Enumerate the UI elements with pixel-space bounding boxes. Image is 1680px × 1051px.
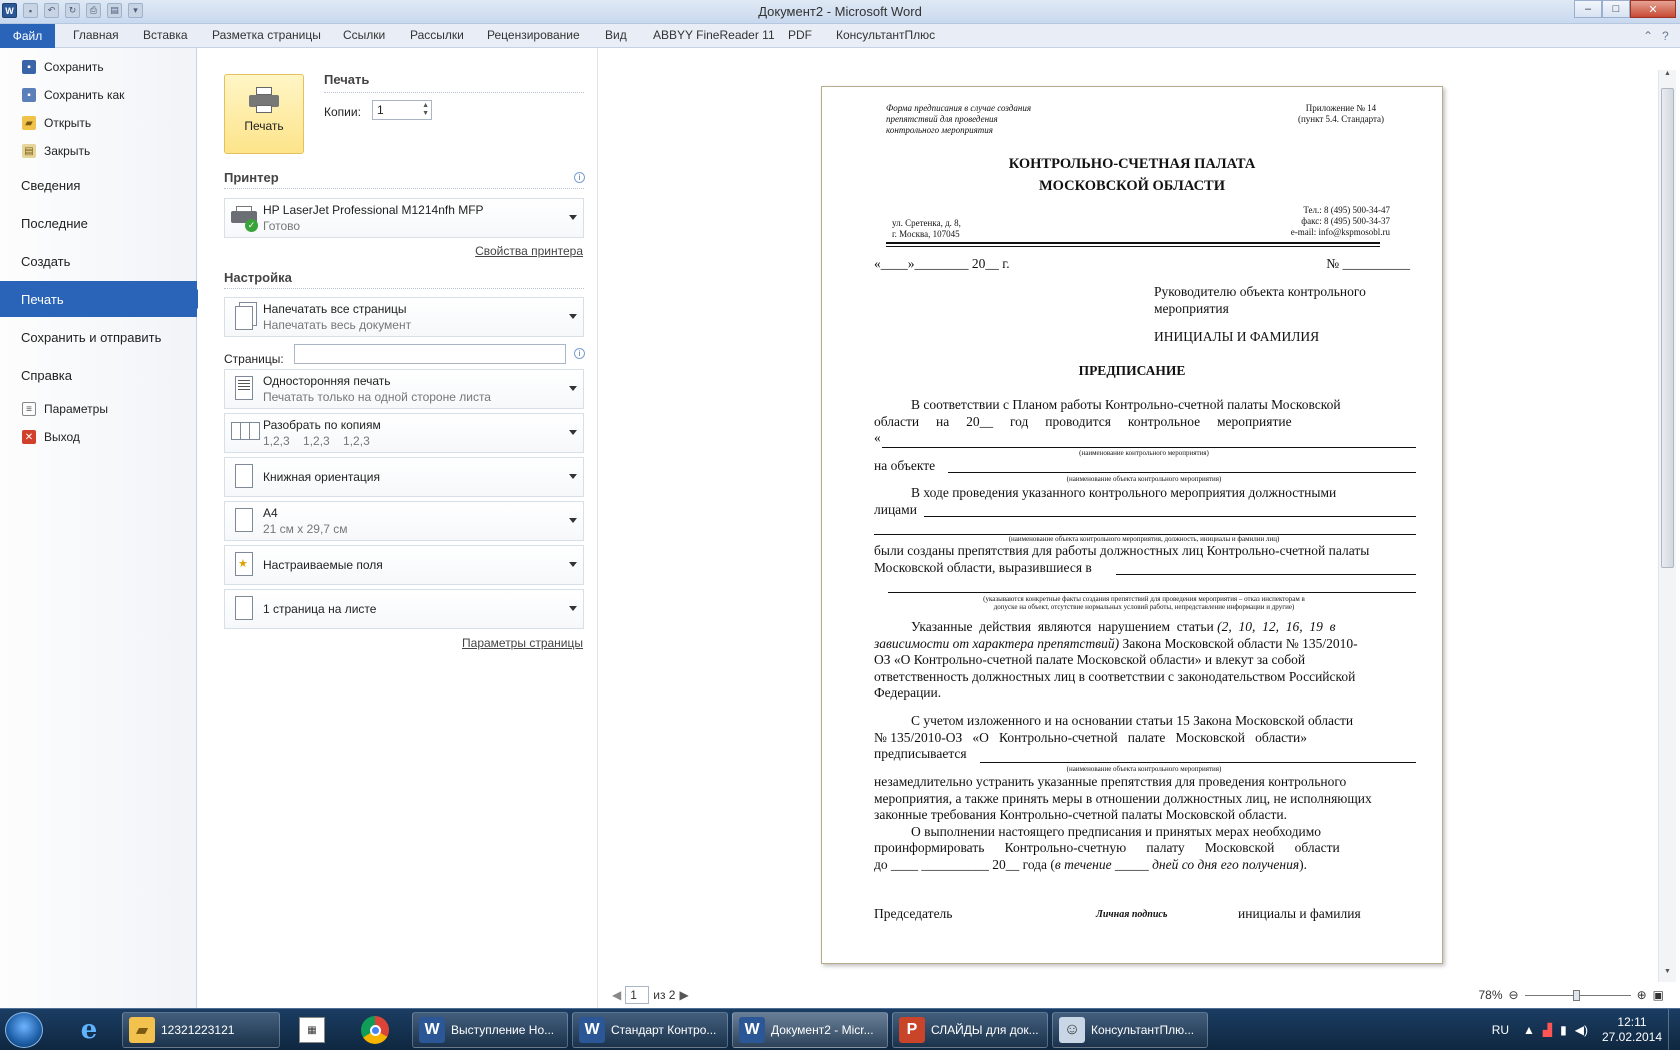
quick-print-icon[interactable]: ▤ bbox=[107, 3, 122, 18]
save-as-icon: ▪ bbox=[22, 88, 36, 102]
text-span: до ____ __________ 20__ года ( bbox=[874, 856, 1055, 872]
bs-close-label: Закрыть bbox=[44, 144, 91, 158]
sides-title: Односторонняя печать bbox=[263, 374, 391, 388]
word-icon: W bbox=[739, 1017, 765, 1043]
language-indicator[interactable]: RU bbox=[1491, 1023, 1510, 1037]
calendar-app-icon[interactable]: ▦ bbox=[283, 1013, 341, 1047]
show-desktop-button[interactable] bbox=[1668, 1009, 1680, 1051]
header-rule bbox=[886, 242, 1380, 244]
taskbar-item-label: 12321223121 bbox=[161, 1023, 235, 1037]
close-doc-icon: ▤ bbox=[22, 144, 36, 158]
custom-margins-icon: ★ bbox=[231, 550, 257, 580]
taskbar-item-consultant[interactable] bbox=[1052, 1012, 1208, 1048]
bs-help[interactable]: Справка bbox=[21, 367, 72, 383]
print-range-select[interactable] bbox=[224, 297, 584, 337]
taskbar-item-folder[interactable] bbox=[122, 1012, 280, 1048]
settings-heading: Настройка bbox=[224, 270, 292, 285]
collate-title: Разобрать по копиям bbox=[263, 418, 381, 432]
ribbon-tabs bbox=[0, 24, 1680, 48]
chevron-down-icon bbox=[569, 562, 577, 567]
window-title: Документ2 - Microsoft Word bbox=[758, 4, 922, 19]
text-span: в течение bbox=[1054, 856, 1112, 872]
text-line: ОЗ «О Контрольно-счетной палате Московской области» и влекут за собой bbox=[874, 652, 1306, 667]
bs-close[interactable] bbox=[0, 140, 197, 162]
printer-select[interactable] bbox=[224, 198, 584, 238]
scroll-up-icon[interactable]: ▲ bbox=[1664, 70, 1671, 77]
close-button[interactable]: ✕ bbox=[1630, 0, 1676, 18]
caption bbox=[874, 595, 1414, 611]
page-navigator bbox=[612, 986, 689, 1004]
per-sheet-title: 1 страница на листе bbox=[263, 602, 377, 616]
zoom-in-icon[interactable]: ⊕ bbox=[1636, 988, 1647, 1002]
zoom-slider[interactable] bbox=[1525, 995, 1631, 996]
text-line: № 135/2010-ОЗ «О Контрольно-счетной палате Московской области» bbox=[874, 729, 1308, 745]
caption-line: (указываются конкретные факты создания препятствий для проведения мероприятия – отказ инспекторам в bbox=[983, 595, 1305, 603]
taskbar-item-label: КонсультантПлю... bbox=[1091, 1023, 1195, 1037]
orientation-title: Книжная ориентация bbox=[263, 470, 380, 484]
on-object-label: на объекте bbox=[874, 458, 936, 473]
text-line: « bbox=[874, 430, 881, 445]
printer-device-icon: ✓ bbox=[231, 203, 257, 233]
orientation-select[interactable] bbox=[224, 457, 584, 497]
maximize-button[interactable]: □ bbox=[1602, 0, 1630, 18]
text-line: ответственность должностных лиц в соответствии с законодательством Российской bbox=[874, 668, 1356, 684]
one-sided-icon bbox=[231, 374, 257, 404]
internet-explorer-icon[interactable]: e bbox=[80, 1015, 98, 1045]
consultant-icon: ☺ bbox=[1059, 1017, 1085, 1043]
tab-review[interactable]: Рецензирование bbox=[487, 28, 580, 42]
taskbar-item-word-1[interactable] bbox=[412, 1012, 568, 1048]
signature-name: инициалы и фамилия bbox=[1238, 906, 1361, 921]
redo-icon[interactable]: ↻ bbox=[65, 3, 80, 18]
paragraph-5 bbox=[874, 774, 1414, 873]
paper-size-icon bbox=[231, 506, 257, 536]
contact-line: e-mail: info@kspmosobl.ru bbox=[1290, 227, 1390, 237]
copies-stepper[interactable] bbox=[372, 100, 432, 120]
bs-options-label: Параметры bbox=[44, 402, 108, 416]
powerpoint-icon: P bbox=[899, 1017, 925, 1043]
copies-label: Копии: bbox=[324, 105, 361, 119]
caption-line: допуске на объект, отсутствие нормальных условий работы, непредставление информации и другие) bbox=[993, 603, 1295, 611]
print-range-sub: Напечатать весь документ bbox=[263, 318, 412, 332]
taskbar-item-word-2[interactable] bbox=[572, 1012, 728, 1048]
fill-line bbox=[1116, 574, 1416, 575]
tab-mailings[interactable]: Рассылки bbox=[410, 28, 464, 42]
tab-file[interactable]: Файл bbox=[0, 24, 55, 48]
bs-exit-label: Выход bbox=[44, 430, 80, 444]
taskbar-item-word-active[interactable] bbox=[732, 1012, 888, 1048]
tab-abbyy[interactable]: ABBYY FineReader 11 bbox=[653, 28, 775, 42]
scroll-down-icon[interactable]: ▼ bbox=[1664, 968, 1671, 975]
help-icon[interactable]: ? bbox=[1662, 29, 1669, 43]
page-number-input[interactable]: 1 bbox=[625, 986, 649, 1004]
address-line: ул. Сретенка, д. 8, bbox=[892, 218, 961, 228]
text-line: С учетом изложенного и на основании статьи 15 Закона Московской области bbox=[911, 713, 1354, 728]
collate-select[interactable] bbox=[224, 413, 584, 453]
caption: (наименование контрольного мероприятия) bbox=[1079, 449, 1209, 457]
doc-heading: ПРЕДПИСАНИЕ bbox=[1078, 363, 1186, 378]
text-span: зависимости от характера препятствий) bbox=[874, 635, 1120, 651]
text-line: мероприятия, а также принять меры в отношении должностных лиц, не исполняющих bbox=[874, 790, 1372, 806]
pages-per-sheet-icon bbox=[231, 594, 257, 624]
page-count: из 2 bbox=[653, 988, 676, 1002]
pages-per-sheet-select[interactable] bbox=[224, 589, 584, 629]
bs-open-label: Открыть bbox=[44, 116, 92, 130]
pages-info-icon[interactable]: i bbox=[574, 348, 585, 359]
window-controls bbox=[1574, 0, 1676, 18]
text-line: незамедлительно устранить указанные препятствия для проведения контрольного bbox=[874, 774, 1347, 789]
text-line: были созданы препятствия для работы должностных лиц Контрольно-счетной палаты bbox=[874, 543, 1370, 558]
form-note-line: препятствий для проведения bbox=[886, 114, 998, 124]
undo-icon[interactable]: ↶ bbox=[44, 3, 59, 18]
signature-role: Председатель bbox=[874, 906, 953, 921]
text-line: Московской области, выразившиеся в bbox=[874, 559, 1092, 575]
minimize-button[interactable]: – bbox=[1574, 0, 1602, 18]
tray-expand-icon[interactable]: ▲ bbox=[1523, 1023, 1535, 1037]
print-settings-panel bbox=[198, 48, 598, 1008]
printer-name: HP LaserJet Professional M1214nfh MFP bbox=[263, 203, 484, 217]
bs-new[interactable]: Создать bbox=[21, 253, 71, 269]
text-line: В ходе проведения указанного контрольного мероприятия должностными bbox=[911, 485, 1337, 500]
printer-heading: Принтер bbox=[224, 170, 279, 185]
printer-properties-link[interactable]: Свойства принтера bbox=[475, 244, 583, 258]
paragraph-3 bbox=[874, 619, 1414, 702]
tab-page-layout[interactable]: Разметка страницы bbox=[212, 28, 321, 42]
title-bar bbox=[0, 0, 1680, 24]
print-button[interactable] bbox=[224, 74, 304, 154]
taskbar-item-powerpoint[interactable] bbox=[892, 1012, 1048, 1048]
pages-input[interactable] bbox=[294, 344, 566, 364]
addressee-line: мероприятия bbox=[1154, 300, 1229, 316]
zoom-level[interactable]: 78% bbox=[1478, 988, 1503, 1002]
word-icon: W bbox=[579, 1017, 605, 1043]
windows-taskbar bbox=[0, 1008, 1680, 1050]
address-line: г. Москва, 107045 bbox=[892, 229, 960, 239]
chevron-down-icon bbox=[569, 314, 577, 319]
text-line: области на 20__ год проводится контрольное мероприятие bbox=[874, 413, 1292, 429]
paragraph-2b bbox=[874, 543, 1414, 576]
zoom-control bbox=[1479, 988, 1665, 1002]
bs-exit[interactable] bbox=[0, 426, 197, 448]
chevron-down-icon bbox=[569, 518, 577, 523]
tab-references[interactable]: Ссылки bbox=[343, 28, 386, 42]
text-span: Указанные действия являются нарушением статьи bbox=[911, 619, 1218, 634]
qat-customize-icon[interactable]: ▾ bbox=[128, 3, 143, 18]
bs-open[interactable] bbox=[0, 112, 197, 134]
contact-line: Тел.: 8 (495) 500-34-47 bbox=[1303, 205, 1390, 215]
text-line: лицами bbox=[874, 501, 917, 517]
stepper-arrows-icon[interactable]: ▲ ▼ bbox=[422, 102, 429, 117]
system-tray bbox=[1492, 1009, 1680, 1051]
options-icon: ≡ bbox=[22, 402, 36, 416]
divider bbox=[224, 188, 584, 189]
paragraph-1 bbox=[874, 397, 1414, 447]
margins-title: Настраиваемые поля bbox=[263, 558, 383, 572]
addressee bbox=[1154, 284, 1366, 346]
pages-stack-icon bbox=[231, 302, 257, 332]
org-line: КОНТРОЛЬНО-СЧЕТНАЯ ПАЛАТА bbox=[1008, 156, 1256, 172]
text-span: ). bbox=[1299, 856, 1307, 872]
caption: (наименование объекта контрольного мероприятия) bbox=[1066, 475, 1222, 483]
paper-sub: 21 см x 29,7 см bbox=[263, 522, 348, 536]
org-line: МОСКОВСКОЙ ОБЛАСТИ bbox=[1038, 178, 1225, 194]
scrollbar-thumb[interactable] bbox=[1661, 88, 1674, 568]
paragraph-4 bbox=[874, 713, 1414, 763]
margins-select[interactable] bbox=[224, 545, 584, 585]
clock-time: 12:11 bbox=[1617, 1015, 1647, 1029]
text-line: проинформировать Контрольно-счетную палату Московской области bbox=[874, 840, 1340, 855]
print-heading: Печать bbox=[324, 72, 370, 87]
clock-date: 27.02.2014 bbox=[1601, 1030, 1663, 1044]
number-line: № __________ bbox=[1326, 256, 1410, 271]
copies-value: 1 bbox=[377, 103, 384, 117]
bs-print[interactable]: Печать bbox=[0, 281, 197, 317]
print-preview-icon[interactable]: ⎙ bbox=[86, 3, 101, 18]
org-contacts bbox=[1291, 205, 1390, 238]
taskbar-item-label: Документ2 - Micr... bbox=[771, 1023, 874, 1037]
printer-icon bbox=[249, 87, 279, 113]
zoom-slider-knob[interactable] bbox=[1573, 990, 1580, 1001]
network-icon[interactable]: ▟ bbox=[1542, 1023, 1553, 1037]
text-line: Федерации. bbox=[874, 685, 942, 700]
bs-recent[interactable]: Последние bbox=[21, 215, 88, 231]
zoom-out-icon[interactable]: ⊖ bbox=[1508, 988, 1519, 1002]
tab-insert[interactable]: Вставка bbox=[143, 28, 188, 42]
appendix-line: (пункт 5.4. Стандарта) bbox=[1297, 114, 1384, 124]
collate-icon bbox=[231, 418, 257, 448]
volume-icon[interactable]: ◀) bbox=[1574, 1023, 1588, 1037]
taskbar-item-label: Выступление Но... bbox=[451, 1023, 555, 1037]
preview-status-bar bbox=[598, 982, 1680, 1008]
text-span: Закона Московской области № 135/2010- bbox=[1119, 635, 1358, 651]
portrait-icon bbox=[231, 462, 257, 492]
fill-line bbox=[888, 592, 1416, 593]
next-page-icon[interactable]: ▶ bbox=[679, 988, 689, 1002]
chevron-down-icon bbox=[569, 430, 577, 435]
addressee-line: Руководителю объекта контрольного bbox=[1154, 284, 1366, 299]
bs-save-as-label: Сохранить как bbox=[44, 88, 125, 102]
backstage-nav bbox=[0, 48, 197, 1008]
text-line: О выполнении настоящего предписания и принятых мерах необходимо bbox=[911, 823, 1322, 839]
folder-icon: ▰ bbox=[129, 1017, 155, 1043]
chevron-down-icon bbox=[569, 215, 577, 220]
fill-line bbox=[980, 762, 1416, 763]
word-app-icon[interactable]: W bbox=[2, 3, 17, 18]
form-note bbox=[886, 103, 1031, 136]
tab-pdf[interactable]: PDF bbox=[788, 28, 812, 42]
document-page-preview bbox=[821, 86, 1443, 964]
form-note-line: контрольного мероприятия bbox=[886, 125, 993, 135]
battery-icon[interactable]: ▮ bbox=[1560, 1023, 1567, 1037]
zoom-to-page-icon[interactable]: ▣ bbox=[1652, 988, 1664, 1002]
pages-label: Страницы: bbox=[224, 352, 284, 366]
fill-line bbox=[882, 447, 1416, 448]
sides-sub: Печатать только на одной стороне листа bbox=[263, 390, 491, 404]
bs-save-label: Сохранить bbox=[44, 60, 104, 74]
printer-info-icon[interactable]: i bbox=[574, 172, 585, 183]
addressee-line: ИНИЦИАЛЫ И ФАМИЛИЯ bbox=[1154, 329, 1320, 344]
taskbar-item-label: Стандарт Контро... bbox=[611, 1023, 717, 1037]
print-button-label: Печать bbox=[244, 119, 284, 133]
text-line: предписывается bbox=[874, 746, 967, 761]
tab-home[interactable]: Главная bbox=[73, 28, 119, 42]
org-title bbox=[822, 153, 1442, 197]
print-range-title: Напечатать все страницы bbox=[263, 302, 407, 316]
tab-consultant[interactable]: КонсультантПлюс bbox=[836, 28, 936, 42]
signature-label: Личная подпись bbox=[1096, 909, 1168, 920]
start-button[interactable] bbox=[5, 1012, 43, 1048]
ribbon-collapse-icon[interactable]: ⌃ bbox=[1643, 29, 1654, 43]
chevron-down-icon bbox=[569, 474, 577, 479]
caption: (наименование объекта контрольного мероприятия) bbox=[1066, 765, 1222, 773]
text-span: _____ bbox=[1111, 856, 1153, 872]
chevron-down-icon bbox=[569, 606, 577, 611]
bs-save-send[interactable]: Сохранить и отправить bbox=[21, 329, 162, 345]
chevron-down-icon bbox=[569, 386, 577, 391]
bs-info[interactable]: Сведения bbox=[21, 177, 81, 193]
appendix-note bbox=[1298, 103, 1384, 125]
bs-options[interactable] bbox=[0, 398, 197, 420]
fill-line bbox=[924, 516, 1416, 517]
divider bbox=[324, 92, 584, 93]
bs-save[interactable] bbox=[0, 56, 197, 78]
form-note-line: Форма предписания в случае создания bbox=[886, 103, 1032, 113]
org-address bbox=[892, 218, 961, 240]
exit-icon: ✕ bbox=[22, 430, 36, 444]
header-rule bbox=[886, 246, 1380, 247]
text-line: законные требования Контрольно-счетной палаты Московской области. bbox=[874, 807, 1287, 822]
word-icon: W bbox=[419, 1017, 445, 1043]
text-span: дней со дня его получения bbox=[1152, 856, 1300, 872]
printer-status: Готово bbox=[263, 219, 301, 233]
taskbar-item-label: СЛАЙДЫ для док... bbox=[931, 1023, 1039, 1037]
text-line: В соответствии с Планом работы Контрольно-счетной палаты Московской bbox=[911, 397, 1341, 412]
appendix-line: Приложение № 14 bbox=[1305, 103, 1377, 113]
open-folder-icon: ▰ bbox=[22, 116, 36, 130]
text-span: (2, 10, 12, 16, 19 в bbox=[1217, 619, 1336, 634]
save-icon: ▪ bbox=[22, 60, 36, 74]
save-icon[interactable]: ▪ bbox=[23, 3, 38, 18]
divider bbox=[224, 288, 584, 289]
chrome-icon[interactable] bbox=[346, 1013, 404, 1047]
caption: (наименование объекта контрольного мероприятия, должность, инициалы и фамилии лиц) bbox=[1008, 535, 1280, 543]
date-line: «____»________ 20__ г. bbox=[874, 256, 1010, 271]
paragraph-2 bbox=[874, 485, 1414, 518]
fill-line bbox=[948, 472, 1416, 473]
preview-scrollbar[interactable] bbox=[1658, 70, 1676, 982]
paper-title: A4 bbox=[263, 506, 278, 520]
collate-sub: 1,2,3 1,2,3 1,2,3 bbox=[263, 434, 370, 448]
paper-size-select[interactable] bbox=[224, 501, 584, 541]
contact-line: факс: 8 (495) 500-34-37 bbox=[1301, 216, 1390, 226]
clock[interactable] bbox=[1596, 1015, 1668, 1045]
prev-page-icon[interactable]: ◀ bbox=[612, 988, 622, 1002]
tab-view[interactable]: Вид bbox=[605, 28, 627, 42]
page-setup-link[interactable]: Параметры страницы bbox=[462, 636, 583, 650]
sides-select[interactable] bbox=[224, 369, 584, 409]
bs-save-as[interactable] bbox=[0, 84, 197, 106]
